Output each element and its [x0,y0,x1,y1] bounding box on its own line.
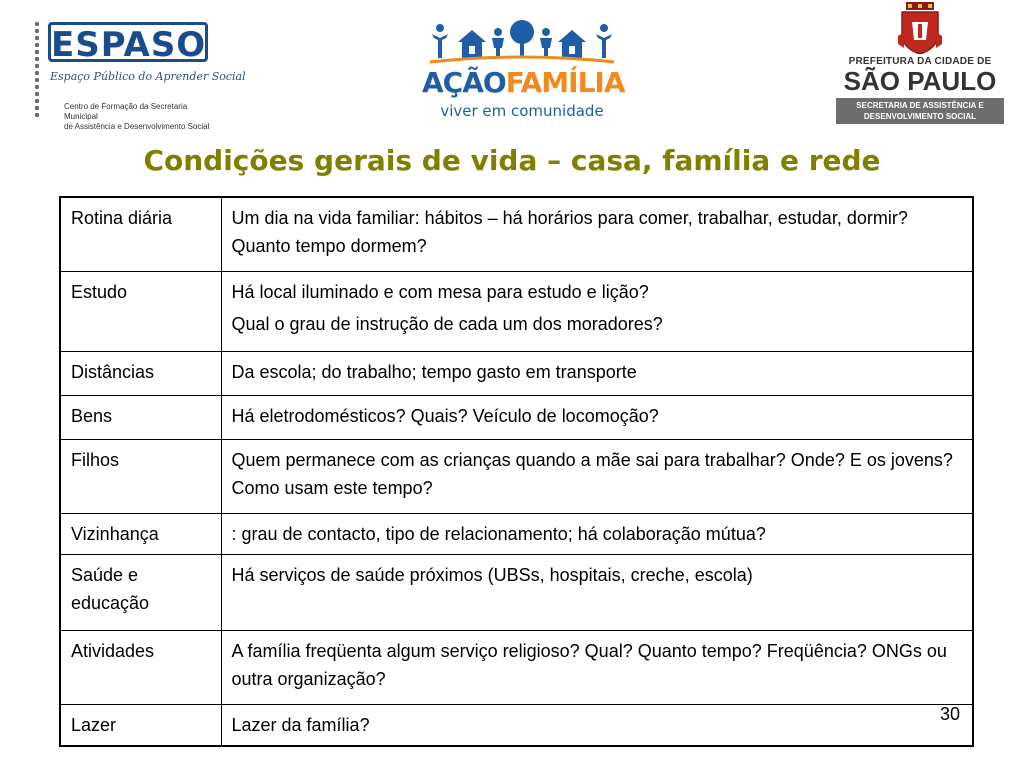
table-row [60,704,973,746]
table-row [60,351,973,395]
row-description [221,630,973,704]
row-description-line: Lazer da família? [231,714,370,735]
page-number: 30 [939,704,960,724]
row-label: Estudo [60,271,221,351]
espaso-subtitle: Centro de Formação da Secretaria Municipal de Assistência e Desenvolvimento Social [64,102,210,131]
row-description-line: Há eletrodomésticos? Quais? Veículo de locomoção? [231,405,659,426]
row-description [221,704,973,746]
espaso-dotted-bar [34,22,40,126]
prefeitura-label: PREFEITURA DA CIDADE DE [848,56,992,67]
family-houses-icon [428,18,616,66]
row-description-line: : grau de contacto, tipo de relacionamento; há colaboração mútua? [231,523,766,544]
row-description [221,554,973,630]
row-description-line: Há local iluminado e com mesa para estudo e lição? [231,281,649,302]
espaso-logo [34,18,246,131]
row-description [221,513,973,554]
espaso-wordmark: ESPASO [48,22,208,62]
city-crest-icon [898,2,942,54]
row-label: Distâncias [60,351,221,395]
table-row [60,630,973,704]
conditions-table [59,196,974,747]
row-description-line: Há serviços de saúde próximos (UBSs, hospitais, creche, escola) [231,564,753,585]
table-row [60,513,973,554]
row-description [221,271,973,351]
acao-familia-wordmark: AÇÃOFAMÍLIA [422,66,625,99]
row-description-line: A família freqüenta algum serviço religioso? Qual? Quanto tempo? Freqüência? ONGs ou outra organização? [231,640,947,689]
prefeitura-sao-paulo-logo [832,2,1008,126]
secretaria-box: SECRETARIA DE ASSISTÊNCIA E DESENVOLVIMENTO SOCIAL [836,98,1004,124]
conditions-table-body [60,197,973,746]
slide-title: Condições gerais de vida – casa, família e rede [143,144,881,177]
row-description [221,439,973,513]
row-label: Saúde e educação [60,554,221,630]
row-description-line: Da escola; do trabalho; tempo gasto em transporte [231,361,637,382]
row-label: Rotina diária [60,197,221,271]
row-description-line: Um dia na vida familiar: hábitos – há horários para comer, trabalhar, estudar, dormir? Quanto tempo dormem? [231,208,908,256]
acao-familia-logo [422,18,625,122]
espaso-tagline: Espaço Público do Aprender Social [50,70,246,83]
row-label: Bens [60,395,221,439]
row-description-line: Quem permanece com as crianças quando a mãe sai para trabalhar? Onde? E os jovens?Como usam este tempo? [231,449,953,498]
row-description-line: Qual o grau de instrução de cada um dos moradores? [231,313,663,334]
table-row [60,197,973,271]
row-label: Atividades [60,630,221,704]
table-row [60,271,973,351]
row-label: Vizinhança [60,513,221,554]
table-row [60,554,973,630]
row-description [221,395,973,439]
row-description [221,197,973,271]
row-label: Lazer [60,704,221,746]
acao-familia-tagline: viver em comunidade [440,102,604,120]
row-label: Filhos [60,439,221,513]
city-name: SÃO PAULO [843,66,997,96]
table-row [60,439,973,513]
table-row [60,395,973,439]
conditions-table-wrapper [59,196,972,747]
row-description [221,351,973,395]
